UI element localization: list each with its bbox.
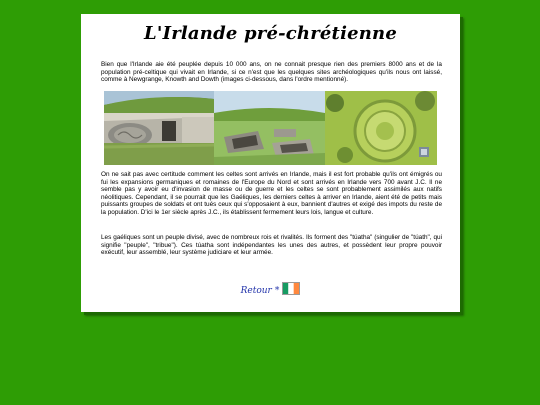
back-link[interactable]: Retour xyxy=(240,286,272,296)
dowth-photo xyxy=(325,91,437,165)
photo-strip xyxy=(104,91,437,165)
irish-flag-icon[interactable] xyxy=(282,282,300,295)
newgrange-photo xyxy=(104,91,214,165)
footer-nav xyxy=(81,284,460,297)
gaels-paragraph: Les gaéliques sont un peuple divisé, avec de nombreux rois et rivalités. Ils forment des "túatha" (singulier de "túath", qui signifie "peuple", "tribue"). Ces túatha sont indépendantes les unes des autres, et possèdent leur propre pouvoir exécutif, leur assemblé, leur système judiciare et leur armée. xyxy=(101,234,442,257)
content-panel xyxy=(81,14,460,312)
separator-star: * xyxy=(274,286,280,296)
knowth-photo xyxy=(214,91,325,165)
intro-paragraph: Bien que l'Irlande aie été peuplée depuis 10 000 ans, on ne connait presque rien des premiers 8000 ans et de la population pré-celtique qui vivait en Irlande, si ce n'est que les quelques sites archéologiques qu'ils nous ont laissé, comme à Newgrange, Knowth and Dowth (images ci-dessous, dans l'ordre mentionné). xyxy=(101,61,442,84)
celts-paragraph: On ne sait pas avec certitude comment les celtes sont arrivés en Irlande, mais il est fort probable qu'ils ont émigrés ou fui les expansions germaniques et romaines de l'Europe du Nord et sont arrivés en Irlande vers 700 avant J.C. Il ne semble pas y avoir eu d'invasion de masse ou de guerre et les celtes se sont probablement assimilés aux natifs néolitiques. Cependant, il se pourrait que les Gaéliques, les derniers celtes à arriver en Irlande, aient été de petits mais puissants groupes de soldats et ont tués ceux qui s'opposaient à eux, bannient d'autres et exigé des impots du reste de la population. D'ici le 1er siècle après J.C., ils établissent fermement leurs lois, langue et culture. xyxy=(101,171,442,216)
page-title: L'Irlande pré-chrétienne xyxy=(144,23,397,44)
